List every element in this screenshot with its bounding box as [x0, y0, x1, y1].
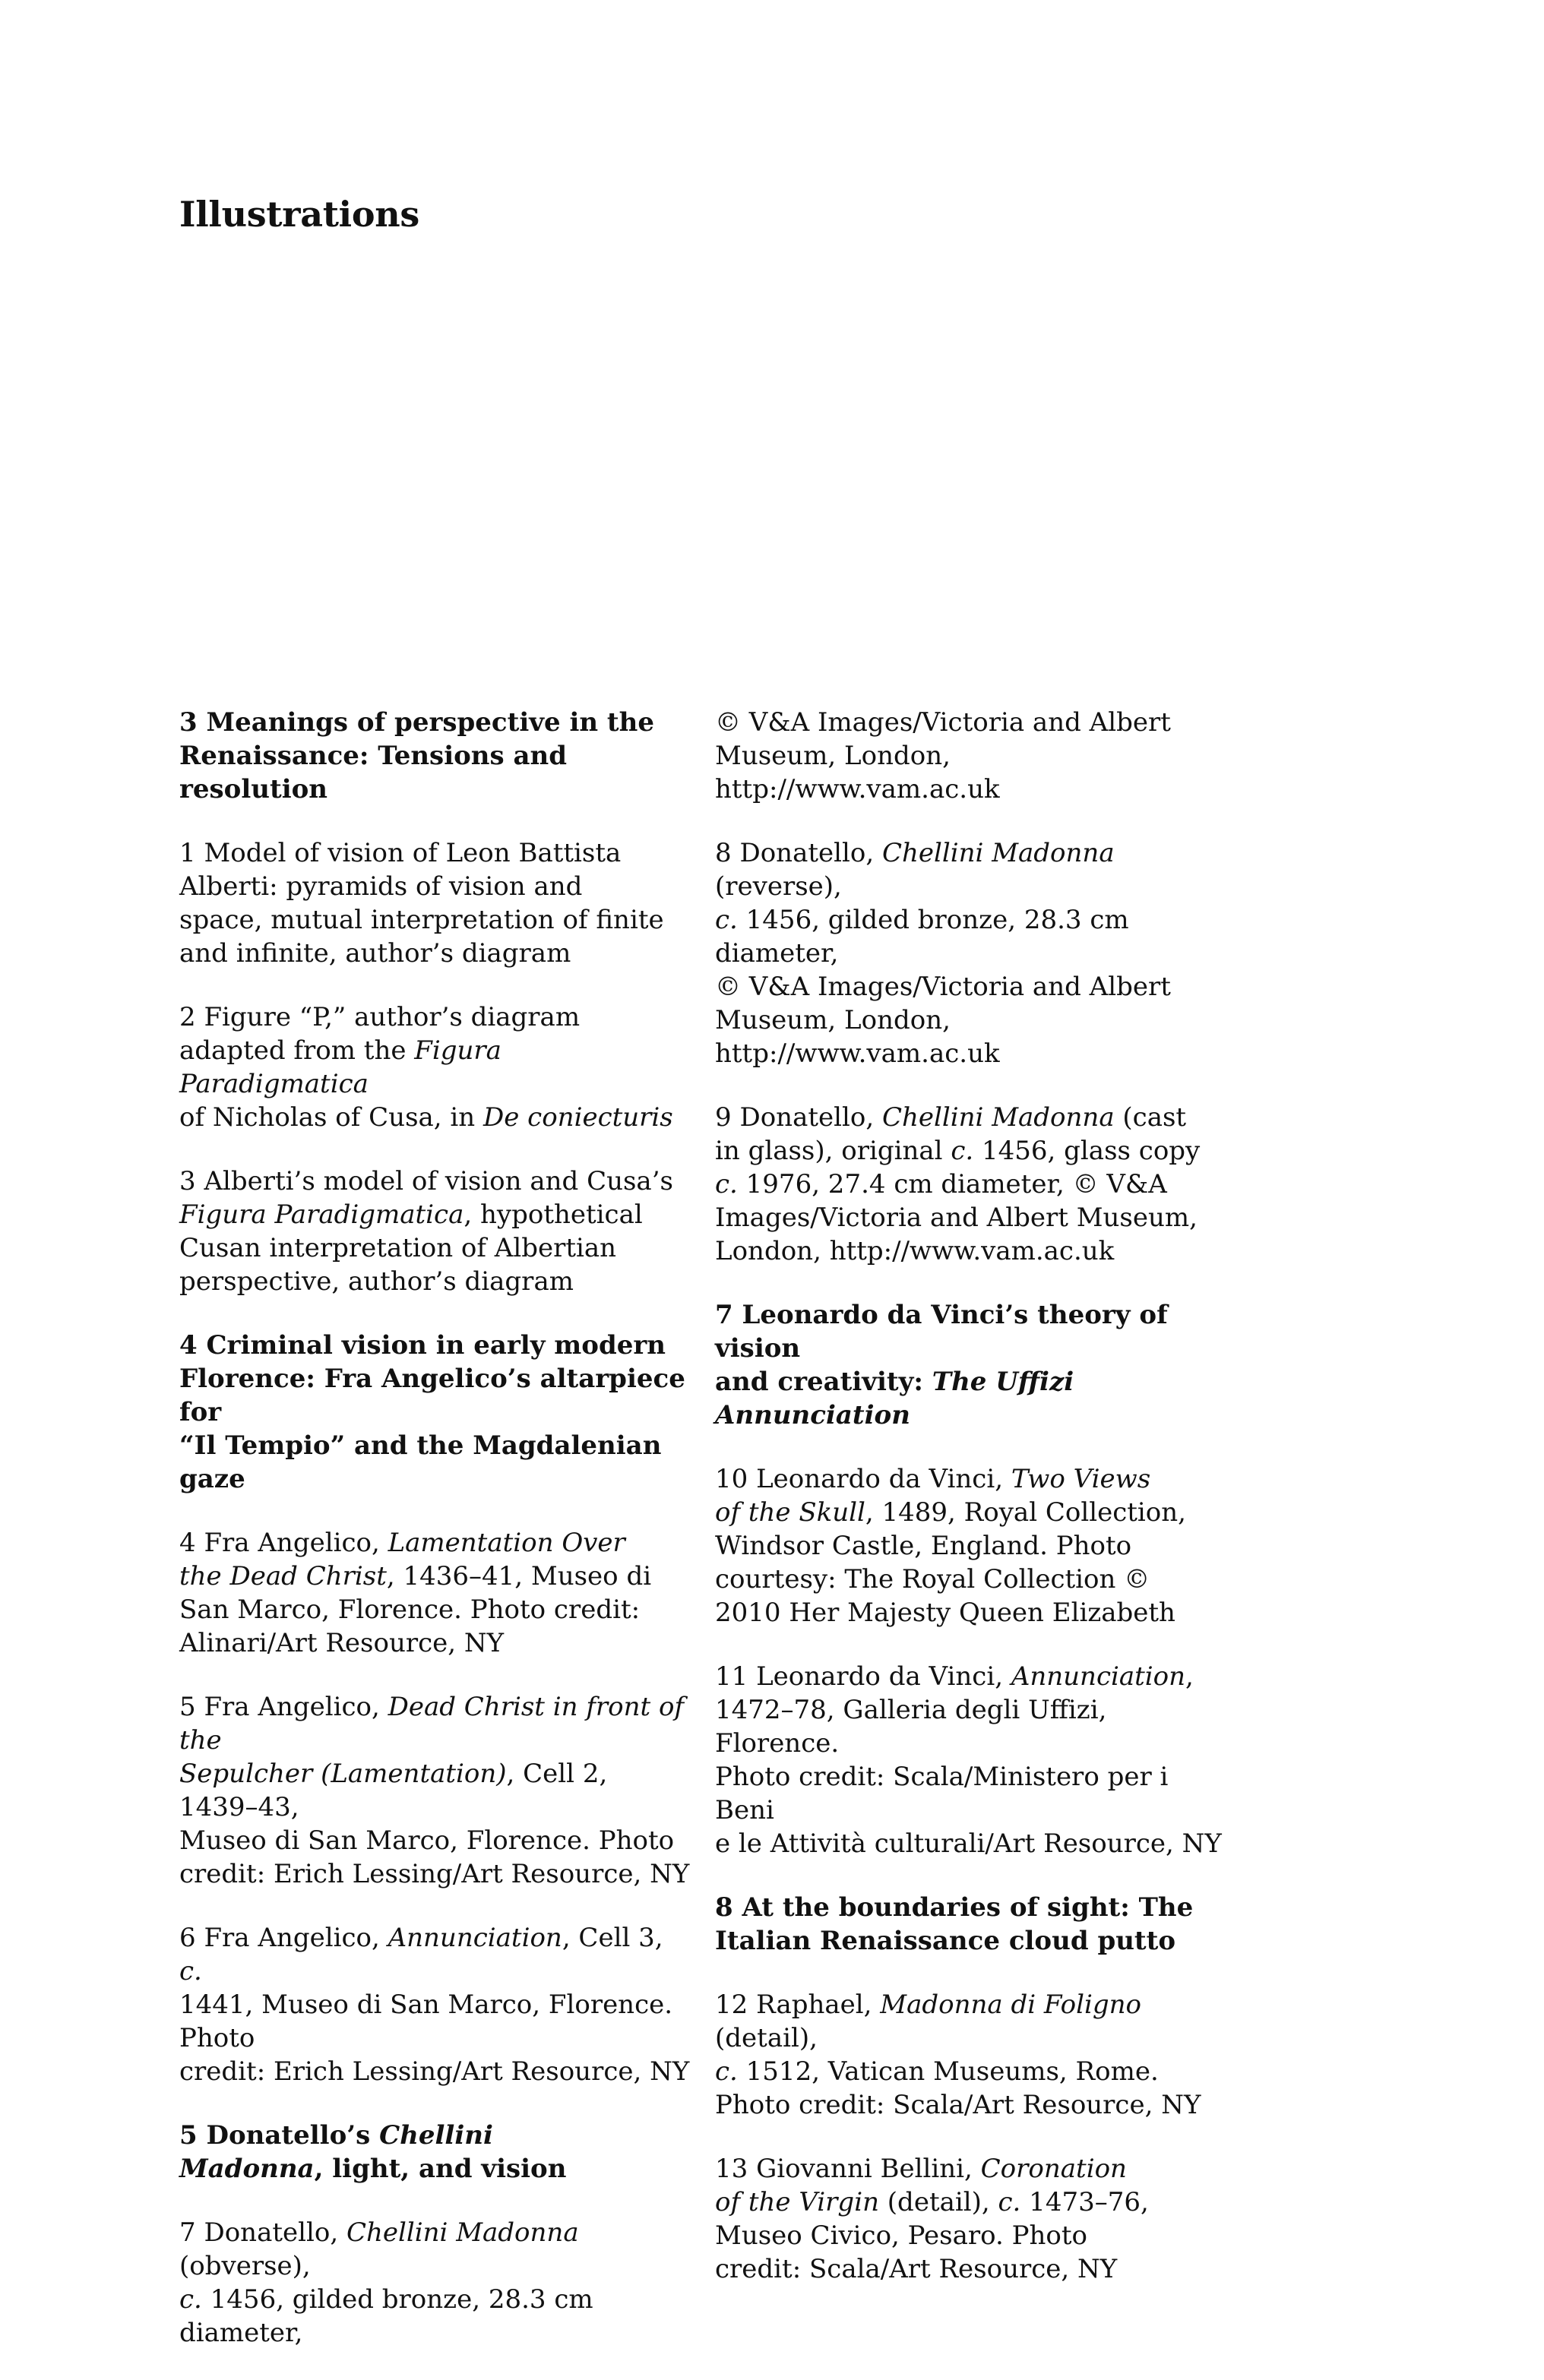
illustration-entry-7-continued: © V&A Images/Victoria and Albert Museum, London, http://www.vam.ac.uk	[715, 707, 1171, 804]
illustration-entry-6: 6 Fra Angelico, Annunciation, Cell 3, c. 1441, Museo di San Marco, Florence. Photo credit: Erich Lessing/Art Resource, NY	[179, 1923, 690, 2087]
illustration-entry-2: 2 Figure “P,” author’s diagram adapted from the Figura Paradigmatica of Nicholas of Cusa, in De coniecturis	[179, 1002, 673, 1133]
right-column	[715, 706, 1226, 2316]
left-column	[179, 706, 690, 2380]
illustration-entry-10: 10 Leonardo da Vinci, Two Views of the Skull, 1489, Royal Collection, Windsor Castle, England. Photo courtesy: The Royal Collection © 2010 Her Majesty Queen Elizabeth	[715, 1464, 1186, 1628]
illustration-entry-8: 8 Donatello, Chellini Madonna (reverse), c. 1456, gilded bronze, 28.3 cm diameter, © V&A Images/Victoria and Albert Museum, London, http://www.vam.ac.uk	[715, 838, 1171, 1069]
illustration-entry-9: 9 Donatello, Chellini Madonna (cast in glass), original c. 1456, glass copy c. 1976, 27.4 cm diameter, © V&A Images/Victoria and Albert Museum, London, http://www.vam.ac.uk	[715, 1102, 1201, 1266]
section-heading-5: 5 Donatello’s Chellini Madonna, light, and vision	[179, 2120, 567, 2184]
illustration-entry-4: 4 Fra Angelico, Lamentation Over the Dead Christ, 1436–41, Museo di San Marco, Florence. Photo credit: Alinari/Art Resource, NY	[179, 1528, 652, 1658]
section-heading-3: 3 Meanings of perspective in the Renaissance: Tensions and resolution	[179, 707, 654, 804]
page-title: Illustrations	[179, 194, 419, 235]
section-heading-4: 4 Criminal vision in early modern Florence: Fra Angelico’s altarpiece for “Il Tempio” and the Magdalenian gaze	[179, 1330, 685, 1494]
section-heading-7: 7 Leonardo da Vinci’s theory of vision and creativity: The Uffizi Annunciation	[715, 1300, 1168, 1430]
illustration-entry-7: 7 Donatello, Chellini Madonna (obverse), c. 1456, gilded bronze, 28.3 cm diameter,	[179, 2217, 593, 2348]
illustration-entry-3: 3 Alberti’s model of vision and Cusa’s Figura Paradigmatica, hypothetical Cusan interpretation of Albertian perspective, author’s diagram	[179, 1166, 673, 1297]
illustration-entry-5: 5 Fra Angelico, Dead Christ in front of the Sepulcher (Lamentation), Cell 2, 1439–43, Museo di San Marco, Florence. Photo credit: Erich Lessing/Art Resource, NY	[179, 1692, 690, 1889]
illustration-entry-12: 12 Raphael, Madonna di Foligno (detail), c. 1512, Vatican Museums, Rome. Photo credit: Scala/Art Resource, NY	[715, 1990, 1201, 2120]
section-heading-8: 8 At the boundaries of sight: The Italian Renaissance cloud putto	[715, 1892, 1194, 1956]
illustration-entry-13: 13 Giovanni Bellini, Coronation of the Virgin (detail), c. 1473–76, Museo Civico, Pesaro. Photo credit: Scala/Art Resource, NY	[715, 2154, 1149, 2284]
illustration-entry-11: 11 Leonardo da Vinci, Annunciation, 1472–78, Galleria degli Uffizi, Florence. Photo credit: Scala/Ministero per i Beni e le Attività culturali/Art Resource, NY	[715, 1661, 1222, 1859]
illustration-entry-1: 1 Model of vision of Leon Battista Alberti: pyramids of vision and space, mutual interpretation of finite and infinite, author’s diagram	[179, 838, 664, 969]
